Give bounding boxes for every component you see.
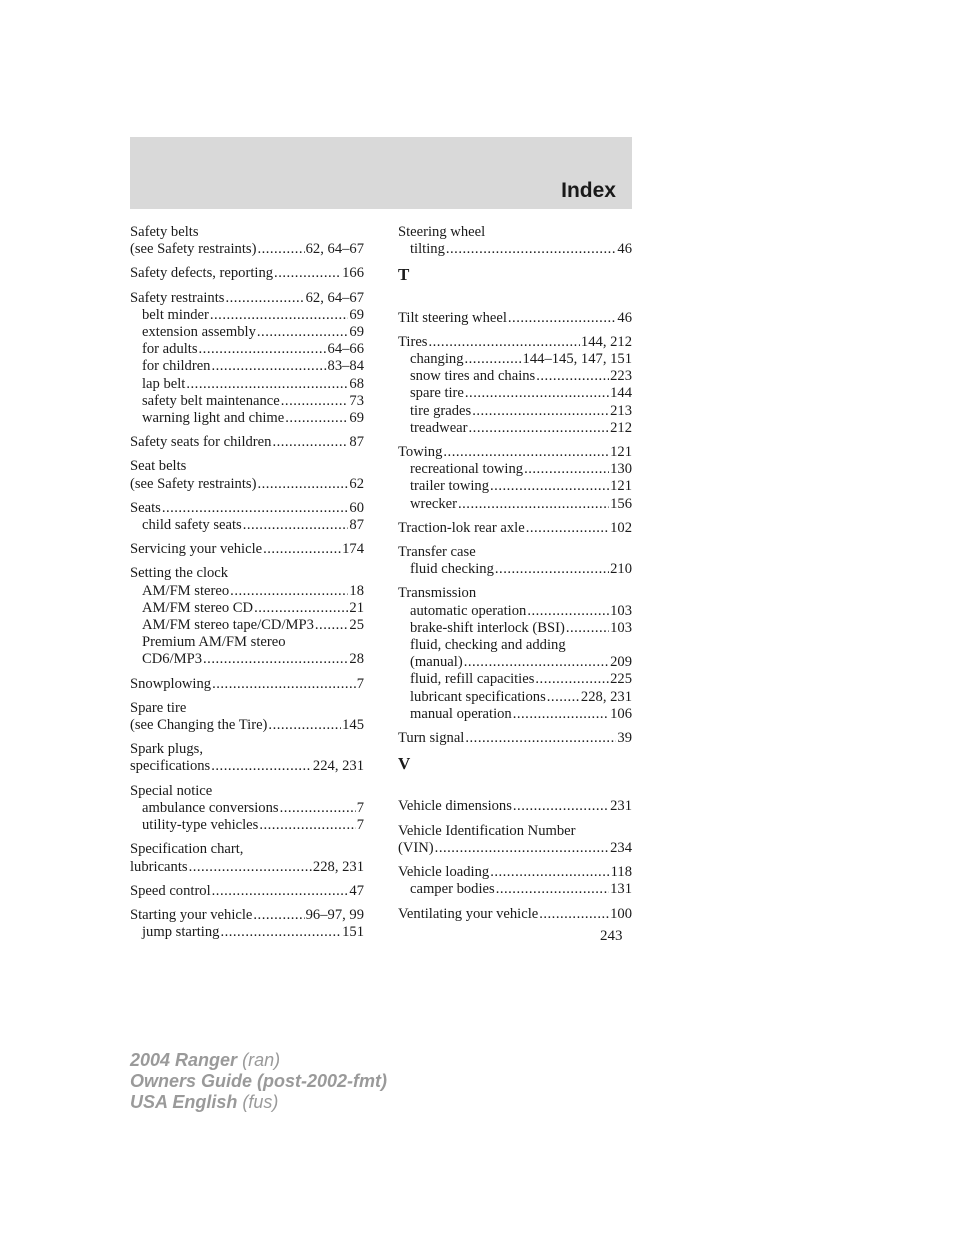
index-term [130, 476, 364, 493]
dot-leader [495, 561, 609, 578]
page-reference: 28 [349, 651, 364, 668]
index-subentry [398, 561, 632, 578]
dot-leader [274, 265, 341, 282]
dot-leader [243, 517, 349, 534]
index-term-text: Seat belts [130, 458, 187, 475]
dot-leader [315, 617, 349, 634]
page-reference: 144, 212 [580, 333, 632, 350]
index-term-text: (see Safety restraints) [130, 475, 257, 492]
index-term-text: safety belt maintenance [142, 392, 280, 409]
index-term [130, 859, 364, 876]
index-subentry [130, 634, 364, 651]
index-term-text: fluid checking [410, 561, 494, 578]
index-subentry [130, 651, 364, 668]
index-term-text: lap belt [142, 375, 186, 392]
index-term-text: jump starting [142, 924, 220, 941]
page-reference: 174 [342, 541, 364, 558]
index-term-text: (VIN) [398, 839, 434, 856]
index-term-text: changing [410, 351, 464, 368]
page-reference: 106 [610, 705, 632, 722]
index-subentry [130, 600, 364, 617]
page-reference: 62, 64–67 [305, 289, 364, 306]
index-term-text: Safety seats for children [130, 434, 272, 451]
index-column-right [398, 224, 632, 930]
page-reference: 103 [610, 619, 632, 636]
page-reference: 73 [349, 392, 364, 409]
index-entry [398, 864, 632, 898]
dot-leader [280, 800, 356, 817]
dot-leader [257, 324, 349, 341]
index-term-text: Steering wheel [398, 224, 486, 240]
page-reference: 87 [349, 434, 364, 451]
dot-leader [189, 859, 312, 876]
index-term [130, 500, 364, 517]
section-letter: V [398, 754, 411, 774]
index-term-text: (see Safety restraints) [130, 241, 257, 258]
index-term [398, 520, 632, 537]
index-term [130, 783, 364, 800]
page-reference: 96–97, 99 [305, 906, 364, 923]
dot-leader [443, 444, 609, 461]
index-term [398, 730, 632, 747]
page-reference: 209 [610, 654, 632, 671]
page-reference: 62, 64–67 [305, 241, 364, 258]
dot-leader [496, 881, 609, 898]
page-reference: 69 [349, 306, 364, 323]
page-reference: 213 [610, 402, 632, 419]
index-term-text: warning light and chime [142, 410, 285, 427]
index-subentry [398, 420, 632, 437]
index-term-text: Tires [398, 333, 428, 350]
footer-language: USA English [130, 1092, 238, 1112]
index-entry [130, 700, 364, 734]
index-term [398, 310, 632, 327]
dot-leader [254, 600, 348, 617]
index-term-text: Safety belts [130, 224, 199, 240]
index-entry [398, 823, 632, 857]
index-entry [398, 310, 632, 327]
index-term-text: Vehicle Identification Number [398, 822, 576, 839]
index-term-text: spare tire [410, 385, 464, 402]
index-subentry [130, 924, 364, 941]
index-term-text: AM/FM stereo tape/CD/MP3 [142, 617, 314, 634]
dot-leader [435, 840, 609, 857]
footer-model: 2004 Ranger [130, 1050, 238, 1070]
footer-guide: Owners Guide (post-2002-fmt) [130, 1071, 388, 1091]
page-reference: 144–145, 147, 151 [522, 351, 632, 368]
dot-leader [490, 478, 609, 495]
page-reference: 60 [349, 499, 364, 516]
index-term-text: treadwear [410, 419, 468, 436]
index-entry [130, 434, 364, 451]
page-reference: 234 [610, 839, 632, 856]
index-subentry [130, 341, 364, 358]
index-term-text: Ventilating your vehicle [398, 905, 539, 922]
index-term-text: Seats [130, 499, 161, 516]
dot-leader [263, 541, 341, 558]
page-reference: 25 [349, 617, 364, 634]
index-term [398, 840, 632, 857]
index-term-text: Premium AM/FM stereo [142, 634, 286, 651]
index-term-text: for adults [142, 341, 198, 358]
index-term [398, 224, 632, 241]
index-term-text: trailer towing [410, 478, 490, 495]
page-reference: 121 [610, 444, 632, 461]
index-term-text: Special notice [130, 782, 213, 799]
footer [130, 1050, 387, 1113]
page-reference: 130 [610, 461, 632, 478]
index-subentry [398, 689, 632, 706]
dot-leader [203, 651, 348, 668]
dot-leader [536, 368, 609, 385]
page-number: 243 [600, 928, 623, 944]
index-term-text: automatic operation [410, 602, 527, 619]
page-reference: 102 [610, 519, 632, 536]
index-term-text: utility-type vehicles [142, 817, 259, 834]
index-subentry [398, 385, 632, 402]
page-reference: 103 [610, 602, 632, 619]
dot-leader [199, 341, 327, 358]
index-subentry [130, 358, 364, 375]
index-subentry [398, 241, 632, 258]
index-term-text: Traction-lok rear axle [398, 519, 525, 536]
index-subentry [130, 617, 364, 634]
index-term-text: fluid, checking and adding [410, 637, 566, 654]
index-entry [130, 883, 364, 900]
dot-leader [268, 717, 341, 734]
dot-leader [257, 241, 304, 258]
index-term-text: fluid, refill capacities [410, 671, 535, 688]
index-term-text: tilting [410, 241, 445, 258]
index-term-text: CD6/MP3 [142, 651, 203, 668]
index-entry [398, 444, 632, 513]
dot-leader [535, 671, 609, 688]
index-term-text: recreational towing [410, 461, 524, 478]
index-term-text: manual operation [410, 705, 512, 722]
page-reference: 223 [610, 368, 632, 385]
page-reference: 68 [349, 375, 364, 392]
page-reference: 228, 231 [312, 858, 364, 875]
dot-leader [465, 385, 609, 402]
page-reference: 224, 231 [312, 758, 364, 775]
index-term [130, 676, 364, 693]
index-term-text: lubricant specifications [410, 688, 546, 705]
index-entry [130, 907, 364, 941]
page-reference: 46 [617, 241, 632, 258]
dot-leader [253, 907, 304, 924]
index-entry [130, 783, 364, 835]
index-subentry [398, 351, 632, 368]
dot-leader [547, 689, 580, 706]
index-subentry [130, 307, 364, 324]
index-entry [130, 458, 364, 492]
index-entry [398, 798, 632, 815]
page-title: Index [561, 179, 616, 202]
index-subentry [398, 706, 632, 723]
dot-leader [513, 706, 609, 723]
index-term-text: brake-shift interlock (BSI) [410, 619, 565, 636]
index-term-text: Safety restraints [130, 289, 225, 306]
index-subentry [398, 637, 632, 654]
dot-leader [469, 420, 610, 437]
page-reference: 166 [342, 265, 364, 282]
index-term-text: Snowplowing [130, 675, 212, 692]
index-term-text: Tilt steering wheel [398, 309, 507, 326]
dot-leader [472, 403, 609, 420]
dot-leader [162, 500, 349, 517]
index-entry [398, 585, 632, 723]
index-entry [398, 730, 632, 747]
index-term-text: (manual) [410, 654, 463, 671]
index-term [130, 717, 364, 734]
index-term [398, 823, 632, 840]
dot-leader [527, 603, 609, 620]
index-term [398, 444, 632, 461]
index-term [130, 241, 364, 258]
page-reference: 62 [349, 475, 364, 492]
index-term-text: Spare tire [130, 699, 187, 716]
index-subentry [130, 517, 364, 534]
dot-leader [526, 520, 609, 537]
dot-leader [566, 620, 609, 637]
page-reference: 156 [610, 495, 632, 512]
page-reference: 121 [610, 478, 632, 495]
page-reference: 131 [610, 881, 632, 898]
index-term-text: for children [142, 358, 211, 375]
dot-leader [490, 864, 609, 881]
index-term-text: specifications [130, 758, 211, 775]
page-reference: 64–66 [327, 341, 364, 358]
page-reference: 69 [349, 324, 364, 341]
index-term-text: tire grades [410, 402, 472, 419]
index-term-text: Vehicle loading [398, 864, 490, 881]
dot-leader [513, 798, 609, 815]
page-reference: 145 [342, 717, 364, 734]
index-term-text: Speed control [130, 882, 211, 899]
index-entry [130, 500, 364, 534]
index-entry [130, 741, 364, 775]
dot-leader [508, 310, 617, 327]
index-subentry [130, 376, 364, 393]
index-subentry [130, 583, 364, 600]
index-entry [398, 520, 632, 537]
index-term-text: lubricants [130, 858, 188, 875]
index-subentry [398, 403, 632, 420]
index-term [398, 544, 632, 561]
dot-leader [230, 583, 348, 600]
page-reference: 83–84 [327, 358, 364, 375]
index-term [398, 864, 632, 881]
page-reference: 231 [610, 798, 632, 815]
page-reference: 210 [610, 561, 632, 578]
index-term [130, 434, 364, 451]
section-letter: T [398, 265, 410, 285]
dot-leader [428, 334, 579, 351]
index-term-text: child safety seats [142, 517, 242, 534]
index-term [130, 541, 364, 558]
index-term-text: ambulance conversions [142, 799, 279, 816]
footer-model-code: (ran) [242, 1050, 281, 1070]
dot-leader [464, 654, 609, 671]
index-term-text: Turn signal [398, 730, 465, 747]
index-subentry [398, 654, 632, 671]
index-term [130, 224, 364, 241]
dot-leader [211, 358, 326, 375]
index-term [398, 585, 632, 602]
index-subentry [398, 671, 632, 688]
index-term [398, 334, 632, 351]
index-term-text: camper bodies [410, 881, 495, 898]
index-term [130, 758, 364, 775]
index-column-left [130, 224, 364, 948]
index-entry [130, 565, 364, 668]
page-reference: 47 [349, 882, 364, 899]
dot-leader [210, 307, 349, 324]
index-term-text: Transmission [398, 585, 477, 602]
index-subentry [398, 478, 632, 495]
index-term [130, 741, 364, 758]
dot-leader [225, 290, 304, 307]
index-subentry [398, 496, 632, 513]
dot-leader [220, 924, 341, 941]
header-bar [130, 137, 632, 209]
dot-leader [281, 393, 349, 410]
dot-leader [465, 730, 616, 747]
index-term [130, 458, 364, 475]
index-term-text: Spark plugs, [130, 741, 203, 758]
index-entry [130, 224, 364, 258]
dot-leader [272, 434, 348, 451]
index-entry [130, 265, 364, 282]
index-term [130, 265, 364, 282]
page-reference: 69 [349, 410, 364, 427]
page-reference: 225 [610, 671, 632, 688]
index-term-text: Servicing your vehicle [130, 541, 263, 558]
index-term-text: extension assembly [142, 324, 256, 341]
page-reference: 118 [610, 864, 632, 881]
index-term [398, 906, 632, 923]
page-reference: 100 [610, 905, 632, 922]
index-term-text: Specification chart, [130, 841, 244, 858]
dot-leader [446, 241, 617, 258]
dot-leader [259, 817, 355, 834]
page-reference: 144 [610, 385, 632, 402]
index-term-text: Vehicle dimensions [398, 798, 512, 815]
index-entry [130, 290, 364, 428]
index-term-text: Towing [398, 444, 443, 461]
index-term [130, 565, 364, 582]
index-subentry [398, 620, 632, 637]
index-subentry [130, 324, 364, 341]
index-subentry [398, 368, 632, 385]
dot-leader [524, 461, 609, 478]
dot-leader [285, 410, 348, 427]
page-reference: 7 [356, 817, 364, 834]
index-term-text: snow tires and chains [410, 368, 536, 385]
dot-leader [186, 376, 348, 393]
page-reference: 46 [617, 309, 632, 326]
dot-leader [212, 883, 349, 900]
index-entry [130, 676, 364, 693]
index-term [130, 841, 364, 858]
index-subentry [398, 461, 632, 478]
index-term-text: Setting the clock [130, 565, 229, 582]
index-term [130, 290, 364, 307]
index-subentry [130, 393, 364, 410]
page-reference: 18 [349, 582, 364, 599]
index-term [130, 700, 364, 717]
page-reference: 151 [342, 924, 364, 941]
page-reference: 7 [356, 799, 364, 816]
index-entry [398, 544, 632, 578]
index-entry [398, 906, 632, 923]
page-reference: 228, 231 [580, 688, 632, 705]
index-subentry [130, 410, 364, 427]
index-term [130, 907, 364, 924]
index-entry [130, 541, 364, 558]
index-term-text: Starting your vehicle [130, 906, 253, 923]
page-reference: 7 [356, 675, 364, 692]
index-entry [130, 841, 364, 875]
index-subentry [398, 603, 632, 620]
page-reference: 39 [617, 730, 632, 747]
footer-language-code: (fus) [242, 1092, 279, 1112]
index-entry [398, 224, 632, 258]
index-term-text: AM/FM stereo CD [142, 599, 254, 616]
index-term-text: belt minder [142, 306, 209, 323]
index-term-text: wrecker [410, 495, 457, 512]
index-term-text: Transfer case [398, 544, 476, 561]
index-term-text: Safety defects, reporting [130, 265, 274, 282]
index-subentry [130, 817, 364, 834]
index-term [398, 798, 632, 815]
index-term [130, 883, 364, 900]
page-reference: 21 [349, 599, 364, 616]
dot-leader [465, 351, 522, 368]
index-term-text: (see Changing the Tire) [130, 717, 268, 734]
index-subentry [398, 881, 632, 898]
index-subentry [130, 800, 364, 817]
dot-leader [257, 476, 348, 493]
dot-leader [539, 906, 609, 923]
page-reference: 87 [349, 517, 364, 534]
dot-leader [211, 758, 312, 775]
dot-leader [212, 676, 356, 693]
index-entry [398, 334, 632, 437]
dot-leader [458, 496, 609, 513]
index-term-text: AM/FM stereo [142, 582, 230, 599]
page-reference: 212 [610, 419, 632, 436]
